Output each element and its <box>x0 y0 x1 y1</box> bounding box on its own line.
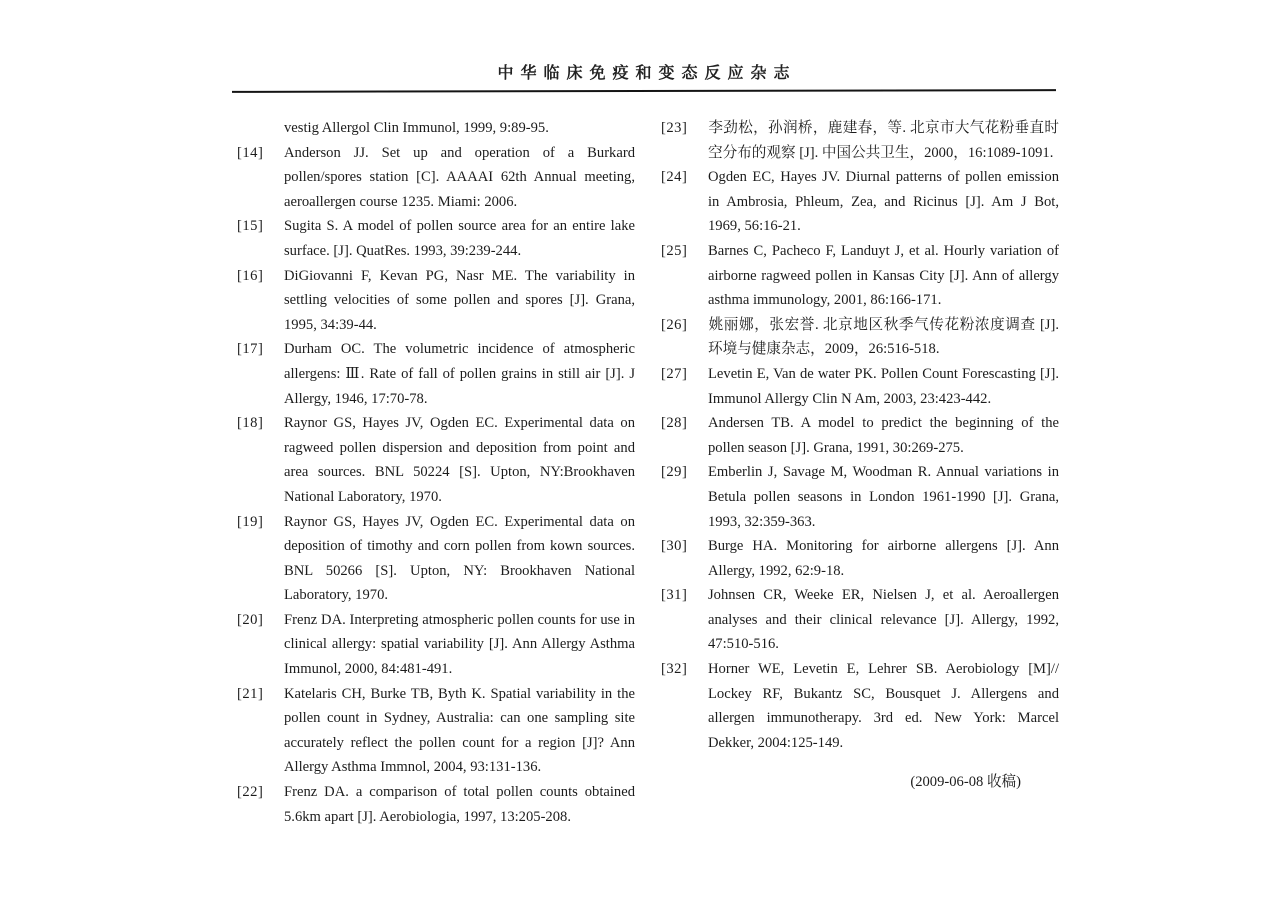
reference-item <box>237 608 635 682</box>
reference-item <box>661 534 1059 583</box>
reference-item <box>237 510 635 608</box>
reference-text: Levetin E, Van de water PK. Pollen Count Forescasting [J]. Immunol Allergy Clin N Am, 2003, 23:423-442. <box>708 365 1059 407</box>
reference-item <box>661 116 1059 165</box>
header-rule <box>232 89 1056 93</box>
reference-number: [22] <box>237 784 264 801</box>
reference-item <box>237 682 635 780</box>
reference-item <box>237 116 635 141</box>
reference-text: Sugita S. A model of pollen source area for an entire lake surface. [J]. QuatRes. 1993, 39:239-244. <box>284 218 635 259</box>
reference-number: [30] <box>661 538 688 555</box>
reference-text: Emberlin J, Savage M, Woodman R. Annual variations in Betula pollen seasons in London 1961-1990 [J]. Grana, 1993, 32:359-363. <box>708 464 1059 530</box>
reference-text: vestig Allergol Clin Immunol, 1999, 9:89-95. <box>284 120 549 136</box>
reference-item <box>237 214 635 263</box>
reference-text: Barnes C, Pacheco F, Landuyt J, et al. Hourly variation of airborne ragweed pollen in Kansas City [J]. Ann of allergy asthma immunology, 2001, 86:166-171. <box>708 242 1059 309</box>
reference-text: Ogden EC, Hayes JV. Diurnal patterns of pollen emission in Ambrosia, Phleum, Zea, and Ricinus [J]. Am J Bot, 1969, 56:16-21. <box>708 169 1059 235</box>
reference-number: [20] <box>237 611 264 628</box>
references-column-right <box>661 116 1059 829</box>
reference-item <box>661 460 1059 534</box>
reference-item <box>237 141 635 215</box>
reference-text: Andersen TB. A model to predict the beginning of the pollen season [J]. Grana, 1991, 30:269-275. <box>708 415 1059 456</box>
reference-item <box>237 411 635 509</box>
received-date-note: (2009-06-08 收稿) <box>910 774 1021 791</box>
reference-item <box>661 362 1059 411</box>
reference-text: 李劲松，孙润桥，鹿建春，等. 北京市大气花粉垂直时空分布的观察 [J]. 中国公共卫生，2000，16:1089-1091. <box>708 120 1059 161</box>
reference-item <box>661 583 1059 657</box>
reference-item <box>237 780 635 829</box>
reference-number: [31] <box>661 587 688 604</box>
reference-number: [16] <box>237 267 264 284</box>
reference-number: [27] <box>661 365 688 382</box>
references-section <box>237 116 1059 829</box>
reference-number: [23] <box>661 120 688 136</box>
reference-number: [25] <box>661 242 688 259</box>
reference-text: Johnsen CR, Weeke ER, Nielsen J, et al. Aeroallergen analyses and their clinical relevance [J]. Allergy, 1992, 47:510-516. <box>708 587 1059 653</box>
reference-number: [18] <box>237 415 264 432</box>
reference-text: 姚丽娜，张宏誉. 北京地区秋季气传花粉浓度调查 [J]. 环境与健康杂志，2009，26:516-518. <box>708 316 1059 358</box>
reference-text: Burge HA. Monitoring for airborne allergens [J]. Ann Allergy, 1992, 62:9-18. <box>708 538 1059 579</box>
reference-number: [21] <box>237 685 264 702</box>
reference-item <box>661 313 1059 362</box>
reference-number: [17] <box>237 341 264 358</box>
reference-text: Raynor GS, Hayes JV, Ogden EC. Experimental data on deposition of timothy and corn pollen from kown sources. BNL 50266 [S]. Upton, NY: Brookhaven National Laboratory, 1970. <box>284 513 635 604</box>
references-column-left <box>237 116 635 829</box>
journal-title: 中华临床免疫和变态反应杂志 <box>497 65 797 82</box>
reference-text: DiGiovanni F, Kevan PG, Nasr ME. The variability in settling velocities of some pollen and spores [J]. Grana, 1995, 34:39-44. <box>284 267 635 333</box>
reference-text: Durham OC. The volumetric incidence of atmospheric allergens: Ⅲ. Rate of fall of pollen grains in still air [J]. J Allergy, 1946, 17:70-78. <box>284 341 635 407</box>
reference-number: [29] <box>661 464 688 481</box>
reference-number: [24] <box>661 169 688 186</box>
reference-item <box>237 337 635 411</box>
reference-text: Frenz DA. a comparison of total pollen counts obtained 5.6km apart [J]. Aerobiologia, 1997, 13:205-208. <box>284 784 635 825</box>
reference-number: [14] <box>237 144 264 161</box>
reference-number: [32] <box>661 661 688 678</box>
reference-text: Horner WE, Levetin E, Lehrer SB. Aerobiology [M]// Lockey RF, Bukantz SC, Bousquet J. Allergens and allergen immunotherapy. 3rd ed. New York: Marcel Dekker, 2004:125-149. <box>708 661 1059 751</box>
reference-number: [28] <box>661 415 688 432</box>
reference-number: [19] <box>237 513 264 530</box>
reference-text: Katelaris CH, Burke TB, Byth K. Spatial variability in the pollen count in Sydney, Australia: can one sampling site accurately reflect the pollen count for a region [J]? Ann Allergy Asthma Immnol, 2004, 93:131-136. <box>284 685 635 776</box>
reference-item <box>661 411 1059 460</box>
reference-item <box>237 264 635 338</box>
reference-number: [26] <box>661 316 688 333</box>
reference-number: [15] <box>237 218 264 235</box>
reference-text: Anderson JJ. Set up and operation of a Burkard pollen/spores station [C]. AAAAI 62th Annual meeting, aeroallergen course 1235. Miami: 2006. <box>284 144 635 210</box>
reference-text: Frenz DA. Interpreting atmospheric pollen counts for use in clinical allergy: spatial variability [J]. Ann Allergy Asthma Immunol, 2000, 84:481-491. <box>284 611 635 678</box>
reference-item <box>661 239 1059 313</box>
reference-item <box>661 657 1059 755</box>
reference-text: Raynor GS, Hayes JV, Ogden EC. Experimental data on ragweed pollen dispersion and deposition from point and area sources. BNL 50224 [S]. Upton, NY:Brookhaven National Laboratory, 1970. <box>284 415 635 505</box>
reference-item <box>661 165 1059 239</box>
